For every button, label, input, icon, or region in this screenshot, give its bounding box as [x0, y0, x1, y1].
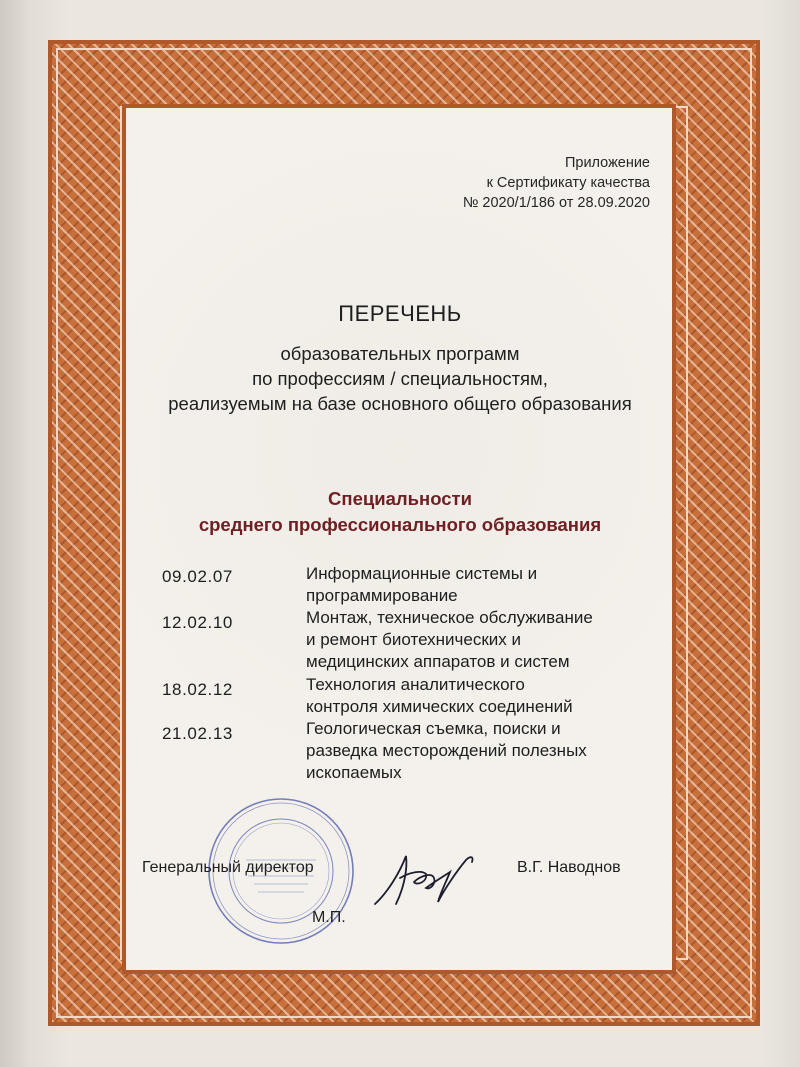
section-heading-line-2: среднего профессионального образования [198, 514, 602, 535]
program-title-line: контроля химических соединений [306, 697, 573, 716]
appendix-line-1: Приложение [564, 155, 650, 171]
section-heading-line-1: Специальности [328, 488, 472, 509]
appendix-line-2: к Сертификату качества [486, 175, 650, 191]
program-code: 21.02.13 [162, 724, 233, 743]
program-title-line: Геологическая съемка, поиски и [306, 719, 561, 738]
signatory-position: Генеральный директор [142, 859, 314, 876]
program-title-line: Технология аналитического [306, 675, 525, 694]
document-subtitle [0, 341, 800, 416]
program-title-line: Информационные системы и [306, 564, 538, 583]
document-title: ПЕРЕЧЕНЬ [338, 301, 462, 326]
program-title-line: и ремонт биотехнических и [306, 630, 522, 649]
signatory-name: В.Г. Наводнов [517, 859, 621, 876]
program-title [306, 563, 676, 607]
program-title-line: Монтаж, техническое обслуживание [306, 608, 593, 627]
program-code: 12.02.10 [162, 613, 233, 632]
program-title-line: медицинских аппаратов и систем [306, 652, 570, 671]
program-title-line: ископаемых [306, 763, 402, 782]
program-title-line: разведка месторождений полезных [306, 741, 587, 760]
seal-place-label: М.П. [312, 909, 346, 926]
program-code: 09.02.07 [162, 567, 233, 586]
appendix-reference [463, 153, 650, 213]
program-title [306, 674, 676, 718]
program-title [306, 718, 676, 784]
subtitle-line-3: реализуемым на базе основного общего образования [168, 393, 632, 414]
handwritten-signature [370, 842, 480, 912]
program-title-line: программирование [306, 586, 458, 605]
program-code: 18.02.12 [162, 680, 233, 699]
subtitle-line-1: образовательных программ [280, 343, 520, 364]
program-title [306, 607, 676, 673]
subtitle-line-2: по профессиям / специальностям, [252, 368, 548, 389]
appendix-line-3: № 2020/1/186 от 28.09.2020 [462, 195, 650, 211]
section-heading [0, 486, 800, 538]
